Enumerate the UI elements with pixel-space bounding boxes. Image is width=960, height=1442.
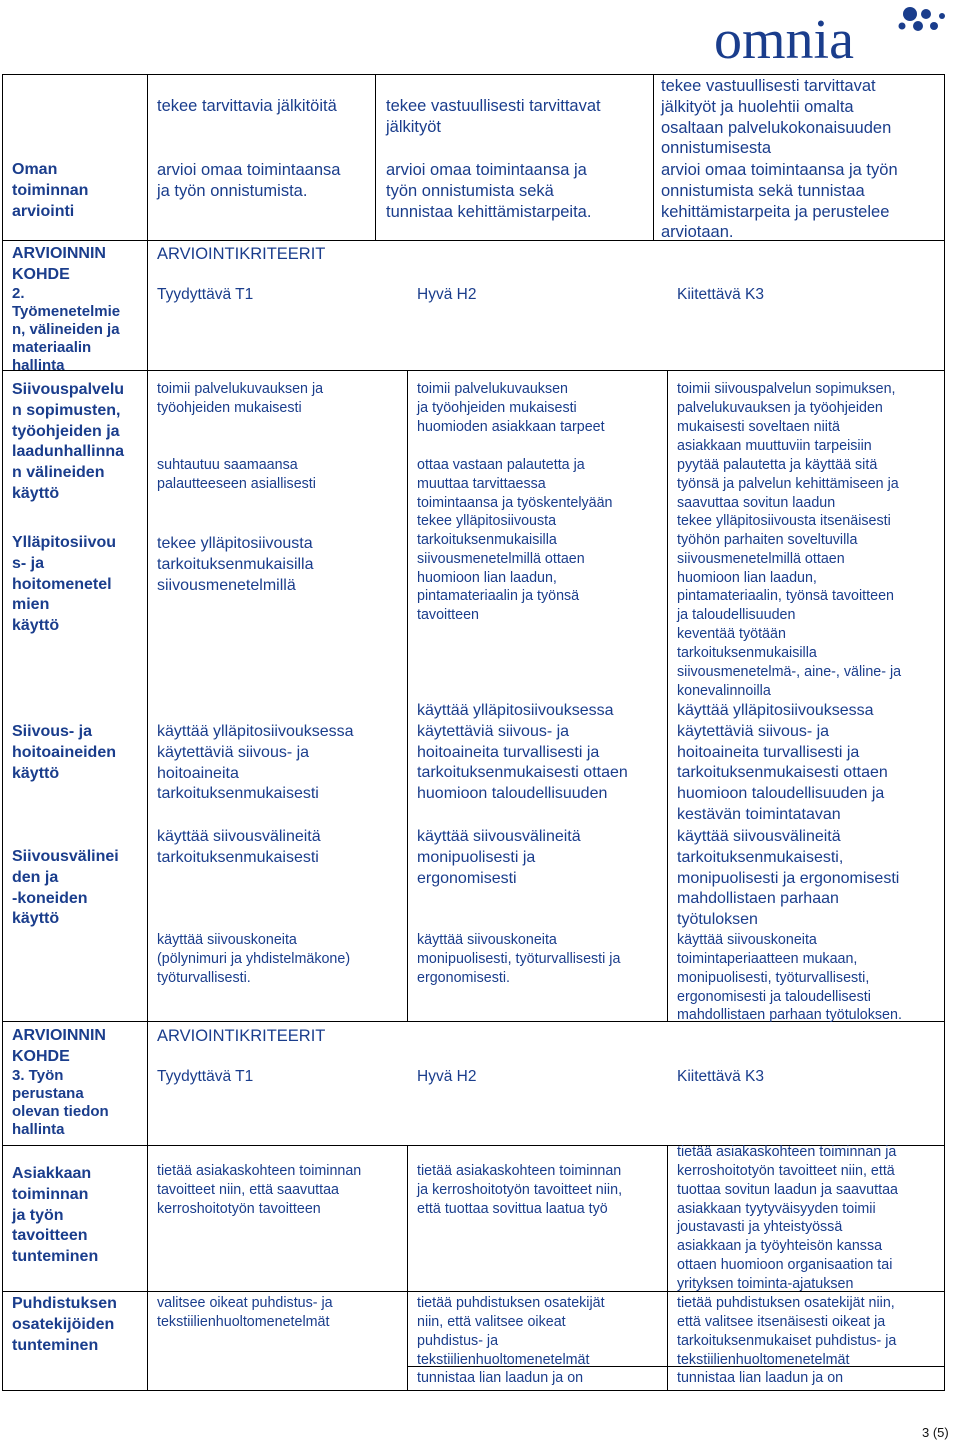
item-asiakkaan: Asiakkaan toiminnan ja työn tavoitteen tunteminen xyxy=(12,1165,99,1266)
table-col-divider-2b xyxy=(407,1145,408,1391)
s3-r1-k3: tietää asiakaskohteen toiminnan ja kerroshoitotyön tavoitteet niin, että tuottaa sovitun laadun ja saavuttaa asiakkaan tyytyväisyyden toimii joustavasti ja yhteistyössä asiakkaan ja työyhteisön kanssa ottaen huomioon organisaation tai yrityksen toiminta-ajatuksen xyxy=(677,1144,898,1293)
kohde2-heading: ARVIOINNIN KOHDE xyxy=(12,245,106,283)
top-k3-line1: tekee vastuullisesti tarvittavat jälkityöt ja huolehtii omalta osaltaan palvelukokonaisuuden onnistumisesta xyxy=(661,77,892,158)
kohde3-heading: ARVIOINNIN KOHDE xyxy=(12,1027,106,1065)
top-t1-line1: tekee tarvittavia jälkitöitä xyxy=(157,97,337,115)
level-t1-3: Tyydyttävä T1 xyxy=(157,1068,254,1085)
omnia-logo xyxy=(712,4,952,64)
s3-r2-k3b: tunnistaa lian laadun ja on xyxy=(677,1370,844,1386)
top-k3-line2: arvioi omaa toimintaansa ja työn onnistumista sekä tunnistaa kehittämistarpeita ja perustelee arviotaan. xyxy=(661,161,898,242)
s2-r2-h2: ottaa vastaan palautetta ja muuttaa tarvittaessa toimintaansa ja työskentelyään xyxy=(417,457,613,511)
s2-r4-k3: käyttää ylläpitosiivouksessa käytettäviä siivous- ja hoitoaineita turvallisesti ja tarkoituksenmukaisesti ottaen huomioon taloudellisuuden ja kestävän toimintatavan xyxy=(677,702,888,823)
s2-r6-k3: käyttää siivouskoneita toimintaperiaatteen mukaan, monipuolisesti, työturvallisesti, ergonomisesti ja taloudellisesti mahdollistaen parhaan työtuloksen. xyxy=(677,932,902,1024)
item-siivouspalvelu: Siivouspalvelu n sopimusten, työohjeiden ja laadunhallinna n välineiden käyttö xyxy=(12,381,125,502)
top-h2-line2: arvioi omaa toimintaansa ja työn onnistumista sekä tunnistaa kehittämistarpeita. xyxy=(386,161,592,221)
page-number: 3 (5) xyxy=(922,1425,949,1440)
oman-arviointi-label: Oman toiminnan arviointi xyxy=(12,161,89,220)
s2-r4-h2: käyttää ylläpitosiivouksessa käytettäviä siivous- ja hoitoaineita turvallisesti ja tarkoituksenmukaisesti ottaen huomioon taloudellisuuden xyxy=(417,702,628,803)
table-col-divider-1 xyxy=(147,74,148,1391)
s3-r2-k3: tietää puhdistuksen osatekijät niin, että valitsee itsenäisesti oikeat ja tarkoituksenmukaiset puhdistus- ja tekstiilienhuoltomenetelmät xyxy=(677,1295,897,1368)
criteria-heading-3: ARVIOINTIKRITEERIT xyxy=(157,1027,326,1045)
s2-r2-t1: suhtautuu saamaansa palautteeseen asiallisesti xyxy=(157,457,316,492)
item-siivousaineet: Siivous- ja hoitoaineiden käyttö xyxy=(12,723,116,782)
table-col-divider-2 xyxy=(407,370,408,1021)
item-yllapito: Ylläpitosiivou s- ja hoitomenetel mien käyttö xyxy=(12,534,117,635)
s2-r1-k3: toimii siivouspalvelun sopimuksen, palvelukuvauksen ja työohjeiden mukaisesti soveltaen niitä asiakkaan muuttuviin tarpeisiin xyxy=(677,381,896,454)
logo-dots xyxy=(899,7,946,31)
item-puhdistuksen: Puhdistuksen osatekijöiden tunteminen xyxy=(12,1295,117,1354)
s2-r5-t1: käyttää siivousvälineitä tarkoituksenmukaisesti xyxy=(157,828,321,866)
level-k3-2: Kiitettävä K3 xyxy=(677,286,765,303)
level-h2-3: Hyvä H2 xyxy=(417,1068,477,1085)
s3-r2-h2: tietää puhdistuksen osatekijät niin, että valitsee oikeat puhdistus- ja tekstiilienhuoltomenetelmät xyxy=(417,1295,605,1368)
table-col-divider-3 xyxy=(667,370,668,1021)
table-col-divider-top-2 xyxy=(375,74,376,240)
s2-r5-k3: käyttää siivousvälineitä tarkoituksenmukaisesti, monipuolisesti ja ergonomisesti mahdollistaen parhaan työtuloksen xyxy=(677,828,900,929)
s2-r5-h2: käyttää siivousvälineitä monipuolisesti ja ergonomisesti xyxy=(417,828,581,887)
s3-r1-h2: tietää asiakaskohteen toiminnan ja kerroshoitotyön tavoitteet niin, että tuottaa sovittua laatua työ xyxy=(417,1163,623,1217)
s2-r1-t1: toimii palvelukuvauksen ja työohjeiden mukaisesti xyxy=(157,381,324,416)
s2-r3-k3b: keventää työtään tarkoituksenmukaisilla siivousmenetelmä-, aine-, väline- ja konevalinnoilla xyxy=(677,626,902,699)
s2-r1-h2: toimii palvelukuvauksen ja työohjeiden mukaisesti huomioden asiakkaan tarpeet xyxy=(417,381,605,435)
level-t1-2: Tyydyttävä T1 xyxy=(157,286,254,303)
s2-r3-t1: tekee ylläpitosiivousta tarkoituksenmukaisilla siivousmenetelmillä xyxy=(157,535,314,594)
s3-r2-t1: valitsee oikeat puhdistus- ja tekstiilienhuoltomenetelmät xyxy=(157,1295,333,1330)
top-h2-line1: tekee vastuullisesti tarvittavat jälkityöt xyxy=(386,97,601,136)
kohde2-title: 2. Työmenetelmie n, välineiden ja materiaalin hallinta xyxy=(12,285,121,374)
level-k3-3: Kiitettävä K3 xyxy=(677,1068,765,1085)
s3-r2-h2b: tunnistaa lian laadun ja on xyxy=(417,1370,584,1386)
s2-r6-h2: käyttää siivouskoneita monipuolisesti, työturvallisesti ja ergonomisesti. xyxy=(417,932,621,986)
criteria-heading-2: ARVIOINTIKRITEERIT xyxy=(157,245,326,263)
s3-r1-t1: tietää asiakaskohteen toiminnan tavoitteet niin, että saavuttaa kerroshoitotyön tavoitteen xyxy=(157,1163,362,1217)
top-t1-line2: arvioi omaa toimintaansa ja työn onnistumista. xyxy=(157,161,341,200)
item-siivousvalineet: Siivousvälinei den ja -koneiden käyttö xyxy=(12,848,119,928)
logo-wordmark: omnia xyxy=(714,9,854,64)
kohde3-title: 3. Työn perustana olevan tiedon hallinta xyxy=(12,1067,109,1138)
s2-r2-k3: pyytää palautetta ja käyttää sitä työnsä ja palvelun kehittämiseen ja saavuttaa sovitun laadun xyxy=(677,457,899,511)
s2-r3-h2: tekee ylläpitosiivousta tarkoituksenmukaisilla siivousmenetelmillä ottaen huomioon lian laadun, pintamateriaalin ja työnsä tavoitteen xyxy=(417,513,585,624)
row-line-2 xyxy=(2,370,945,371)
s2-r4-t1: käyttää ylläpitosiivouksessa käytettäviä siivous- ja hoitoaineita tarkoituksenmukaisesti xyxy=(157,723,354,803)
table-col-divider-3b xyxy=(667,1145,668,1391)
s2-r6-t1: käyttää siivouskoneita (pölynimuri ja yhdistelmäkone) työturvallisesti. xyxy=(157,932,351,986)
level-h2-2: Hyvä H2 xyxy=(417,286,477,303)
table-col-divider-top-3 xyxy=(653,74,654,240)
s2-r3-k3: tekee ylläpitosiivousta itsenäisesti työhön parhaiten soveltuvilla siivousmenetelmillä ottaen huomioon lian laadun, pintamateriaalin, työnsä tavoitteen ja taloudellisuuden xyxy=(677,513,894,624)
